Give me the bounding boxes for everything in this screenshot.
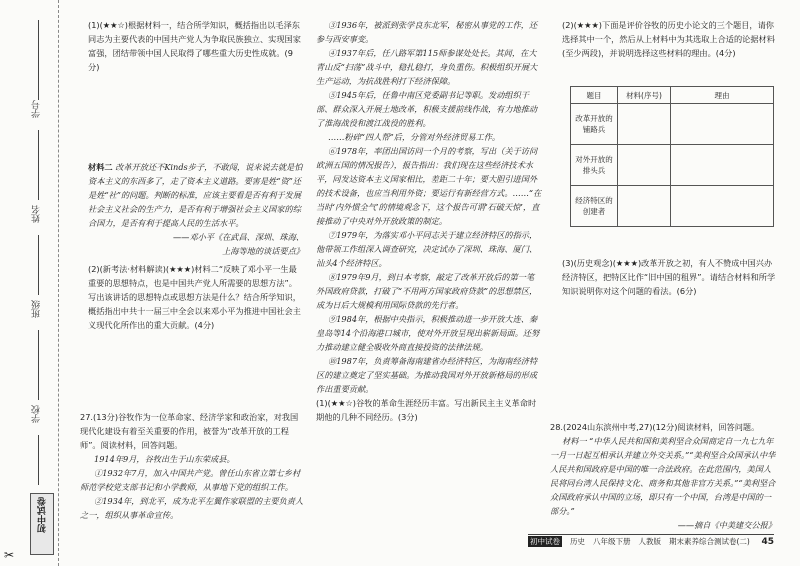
answer-table bbox=[570, 86, 774, 227]
field-line bbox=[38, 130, 39, 200]
binding-margin bbox=[0, 0, 59, 566]
field-line bbox=[38, 435, 39, 485]
event-gang-of-four: ……粉碎“四人帮”后，分管对外经济贸易工作。 bbox=[328, 132, 501, 142]
event-1934: ②1934年，到北平，成为北平左翼作家联盟的主要负责人之一，组织从事革命宣传。 bbox=[80, 496, 304, 520]
table-row bbox=[571, 145, 774, 186]
material-cell[interactable] bbox=[618, 104, 671, 145]
material-1: 材料一 “中华人民共和国和美利坚合众国商定自一九七九年一月一日起互相承认并建立外交关系。”“美利坚合众国承认中华人民共和国政府是中国的唯一合法政府。在此范围内，美国人民将同台湾人民保持文化、商务和其他非官方关系。”“美利坚合众国政府承认中国的立场，即只有一个中国，台湾是中国的一部分。” bbox=[550, 436, 776, 516]
material-source: ——邓小平《在武昌、深圳、珠海、 bbox=[172, 232, 304, 242]
scissors-icon: ✂ bbox=[4, 548, 15, 562]
name-label: 姓名 bbox=[32, 205, 42, 223]
question-28: 28.(2024山东滨州中考,27)(12分)阅读材料，回答问题。 bbox=[550, 422, 760, 432]
field-line bbox=[38, 20, 39, 100]
footer-exam: 期末素养综合测试卷(二) bbox=[669, 537, 750, 546]
table-row bbox=[571, 186, 774, 227]
material-cell[interactable] bbox=[618, 186, 671, 227]
page-footer bbox=[528, 534, 774, 548]
material-text: 改革开放还不Kinds步子，不敢闯，说来说去就是怕资本主义的东西多了，走了资本主义道路。要害是姓“资”还是姓“社”的问题。判断的标准，应该主要看是否有利于发展社会主义社会的生产力，是否有利于增强社会主义国家的综合国力，是否有利于提高人民的生活水平。 bbox=[88, 162, 303, 228]
table-header: 理由 bbox=[671, 87, 774, 104]
footer-edition: 人教版 bbox=[638, 537, 661, 546]
event-1945: ⑤1945年后，任鲁中南区党委副书记等职。发动组织干部、群众深入开展土地改革，积极支援前线作战，有力地推动了淮海战役和渡江战役的胜利。 bbox=[316, 90, 538, 128]
event-1987: ⑩1987年，负责筹备海南建省办经济特区，为海南经济特区的建立奠定了坚实基础。为推动我国对外开放新格局的形成作出重要贡献。 bbox=[316, 356, 538, 394]
event-1979-japan: ⑧1979年9月，到日本考察，敲定了改革开放后的第一笔外国政府贷款，打破了“不用两方国家政府贷款”的思想禁区，成为日后大规模利用国际贷款的先行者。 bbox=[316, 272, 538, 310]
table-row-title: 改革开放的铺路兵 bbox=[571, 104, 618, 145]
footer-grade: 八年级下册 bbox=[593, 537, 631, 546]
question-27-3-block bbox=[562, 256, 776, 298]
student-id-label: 学号 bbox=[32, 100, 42, 118]
question-27: 27.(13分)谷牧作为一位革命家、经济学家和政治家，对我国现代化建设有着至关重要的作用，被誉为“改革开放的工程师”。阅读材料，回答问题。 bbox=[80, 412, 299, 450]
school-label: 学校 bbox=[32, 405, 42, 423]
table-row bbox=[571, 104, 774, 145]
material-label: 材料二 bbox=[88, 162, 113, 172]
column-middle bbox=[316, 18, 542, 424]
event-1937: ④1937年后，任八路军第115师参谋处处长。其间，在大青山反“扫荡”战斗中，稳扎稳打，身负重伤。积极组织开展大生产运动，为抗战胜利打下经济保障。 bbox=[316, 48, 538, 86]
brand-logo: 初中试卷 bbox=[30, 493, 54, 555]
footer-brand: 初中试卷 bbox=[530, 537, 560, 546]
field-line bbox=[38, 235, 39, 295]
question-26-2: (2)(新考法·材料解读)(★★★)材料二“反映了邓小平一生最重要的思想特点，也是中国共产党人所需要的思想方法”。写出该讲话的思想特点或思想方法是什么？结合所学知识，概括指出中共十一届三中全会以来邓小平为推进中国社会主义现代化所作出的重大贡献。(4分) bbox=[88, 264, 301, 330]
material-source: 上海等地的谈话要点》 bbox=[222, 246, 304, 256]
question-28-block bbox=[550, 420, 776, 532]
event-1979: ⑦1979年，为落实邓小平同志关于建立经济特区的指示，他带领工作组深入调查研究，决定试办了深圳、珠海、厦门、汕头4个经济特区。 bbox=[316, 230, 538, 268]
table-row-title: 经济特区的创建者 bbox=[571, 186, 618, 227]
table-header: 题目 bbox=[571, 87, 618, 104]
event-1936: ③1936年，被派到张学良东北军，秘密从事党的工作，还参与西安事变。 bbox=[316, 20, 538, 44]
question-27-block bbox=[80, 410, 304, 522]
question-27-1: (1)(★★☆)谷牧的革命生涯经历丰富。写出新民主主义革命时期他的几种不同经历。(3分) bbox=[316, 398, 537, 422]
event-1978: ⑥1978年，率团出国访问一个月的考察，写出（关于访问欧洲五国的情况报告），报告指出：我们现在这些经济技术水平，同发达资本主义国家相比，差距二十年；要大胆引进国外的技术设备，也应当利用外资；要运行有新经营方式。……“在当时‘内外惯全气’的情境观念下，这个报告可谓‘石破天惊’，直接推动了中央对外开放政策的制定。 bbox=[316, 146, 542, 226]
question-27-2: (2)(★★★)下面是评价谷牧的历史小论文的三个题目，请你选择其中一个，然后从上材料中为其选取上合适的论据材料(至少两段)，并说明选择这些材料的理由。(4分) bbox=[562, 20, 775, 58]
reason-cell[interactable] bbox=[671, 104, 774, 145]
field-line bbox=[38, 330, 39, 400]
reason-cell[interactable] bbox=[671, 145, 774, 186]
footer-subject: 历史 bbox=[570, 537, 585, 546]
material-2 bbox=[88, 160, 304, 258]
event-1914: 1914年9月，谷牧出生于山东荣成县。 bbox=[94, 454, 235, 464]
question-27-3: (3)(历史观念)(★★★)改革开放之初，有人不赞成中国兴办经济特区，把特区比作“旧中国的租界”。请结合材料和所学知识说明你对这个问题的看法。(6分) bbox=[562, 258, 776, 296]
material-cell[interactable] bbox=[618, 145, 671, 186]
table-header: 材料(序号) bbox=[618, 87, 671, 104]
column-left bbox=[88, 18, 304, 74]
column-right bbox=[562, 18, 776, 60]
question-26-2-block bbox=[88, 262, 304, 332]
material-source: ——摘自《中美建交公报》 bbox=[677, 520, 776, 530]
reason-cell[interactable] bbox=[671, 186, 774, 227]
page-number: 45 bbox=[761, 536, 774, 547]
event-1932: ①1932年7月，加入中国共产党。曾任山东省立第七乡村师范学校党支部书记和小学教师，从事地下党的组织工作。 bbox=[80, 468, 301, 492]
class-label: 班级 bbox=[32, 300, 42, 318]
event-1984: ⑨1984年，根据中央指示，积极推动进一步开放大连、秦皇岛等14个沿海港口城市，使对外开放呈现出崭新局面。还努力推动建立健全吸收外商直接投资的法律法规。 bbox=[316, 314, 540, 352]
table-row-title: 对外开放的排头兵 bbox=[571, 145, 618, 186]
question-26-1: (1)(★★☆)根据材料一，结合所学知识，概括指出以毛泽东同志为主要代表的中国共产党人为争取民族独立、实现国家富强，团结带领中国人民取得了哪些重大历史性成就。(9分) bbox=[88, 20, 301, 72]
